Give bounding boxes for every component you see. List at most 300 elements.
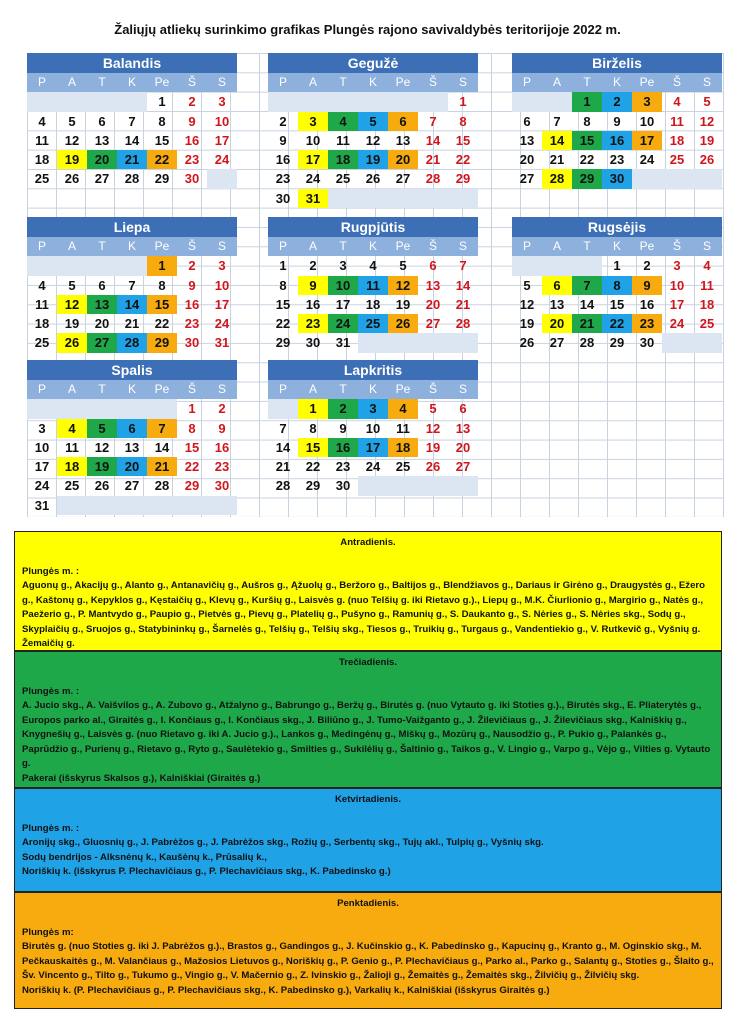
section-subheading: Plungės m. :: [22, 822, 80, 834]
day-cell: 4: [38, 113, 46, 129]
weekday-label: S: [448, 380, 478, 399]
weekday-label: S: [692, 237, 722, 256]
day-cell: 19: [64, 316, 80, 332]
week-row: [268, 314, 478, 333]
empty-day-cell: [358, 476, 388, 495]
empty-day-cell: [87, 256, 117, 275]
day-cell: 17: [669, 296, 685, 312]
month-name: Gegužė: [268, 53, 478, 73]
weekday-header: [268, 380, 478, 399]
day-cell: 16: [305, 296, 321, 312]
day-cell: 1: [613, 258, 621, 274]
day-cell: 21: [124, 316, 140, 332]
day-cell: 28: [425, 171, 441, 187]
empty-day-cell: [662, 169, 692, 188]
day-cell: 12: [425, 420, 441, 436]
day-cell: 28: [542, 169, 572, 188]
day-cell: 26: [94, 478, 110, 494]
day-cell: 18: [669, 132, 685, 148]
day-cell: 22: [579, 152, 595, 168]
day-cell: 9: [632, 276, 662, 295]
week-row: [268, 169, 478, 188]
day-cell: 25: [358, 314, 388, 333]
day-cell: 10: [669, 277, 685, 293]
day-cell: 4: [369, 258, 377, 274]
day-cell: 5: [703, 94, 711, 110]
month-calendar: [268, 360, 478, 496]
weekday-label: T: [87, 380, 117, 399]
weekday-label: P: [512, 73, 542, 92]
weekday-label: K: [358, 73, 388, 92]
weekday-label: A: [542, 73, 572, 92]
day-cell: 13: [124, 439, 140, 455]
day-cell: 4: [57, 419, 87, 438]
day-cell: 24: [639, 152, 655, 168]
weekday-label: K: [117, 380, 147, 399]
empty-day-cell: [542, 92, 572, 111]
weekday-label: S: [207, 380, 237, 399]
weekday-label: A: [298, 73, 328, 92]
week-row: [268, 189, 478, 208]
day-cell: 3: [218, 94, 226, 110]
day-cell: 11: [670, 113, 684, 129]
day-cell: 8: [309, 420, 317, 436]
day-cell: 7: [459, 258, 467, 274]
weekday-label: Š: [418, 73, 448, 92]
week-row: [268, 438, 478, 457]
empty-day-cell: [388, 333, 418, 352]
weekday-label: P: [27, 237, 57, 256]
day-cell: 7: [553, 113, 561, 129]
week-row: [268, 131, 478, 150]
weekday-label: A: [542, 237, 572, 256]
month-name: Rugsėjis: [512, 217, 722, 237]
week-row: [512, 276, 722, 295]
day-cell: 23: [184, 152, 200, 168]
day-cell: 29: [147, 333, 177, 352]
day-cell: 19: [87, 457, 117, 476]
day-cell: 18: [34, 152, 50, 168]
month-name: Balandis: [27, 53, 237, 73]
section-subheading: Plungės m. :: [22, 685, 80, 697]
day-cell: 12: [365, 132, 381, 148]
day-cell: 15: [275, 296, 291, 312]
weekday-header: [27, 380, 237, 399]
day-cell: 11: [35, 132, 49, 148]
day-cell: 24: [305, 171, 321, 187]
day-cell: 27: [549, 335, 565, 351]
day-cell: 31: [34, 497, 50, 513]
wednesday-section: [14, 651, 722, 788]
day-cell: 22: [305, 459, 321, 475]
day-cell: 13: [395, 132, 411, 148]
day-cell: 2: [643, 258, 651, 274]
day-cell: 9: [188, 277, 196, 293]
day-cell: 4: [388, 399, 418, 418]
week-row: [268, 399, 478, 418]
weekday-label: Š: [418, 380, 448, 399]
day-cell: 3: [358, 399, 388, 418]
day-cell: 29: [184, 478, 200, 494]
day-cell: 8: [188, 420, 196, 436]
week-row: [27, 295, 237, 314]
empty-day-cell: [512, 256, 542, 275]
day-cell: 2: [188, 258, 196, 274]
week-row: [268, 457, 478, 476]
day-cell: 21: [147, 457, 177, 476]
day-cell: 20: [455, 439, 471, 455]
month-name: Liepa: [27, 217, 237, 237]
day-cell: 9: [218, 420, 226, 436]
section-heading: Penktadienis.: [337, 898, 399, 909]
day-cell: 22: [455, 152, 471, 168]
month-name: Lapkritis: [268, 360, 478, 380]
week-row: [27, 256, 237, 275]
day-cell: 25: [699, 316, 715, 332]
day-cell: 5: [429, 401, 437, 417]
weekday-header: [27, 73, 237, 92]
day-cell: 20: [519, 152, 535, 168]
day-cell: 15: [147, 295, 177, 314]
day-cell: 22: [275, 316, 291, 332]
day-cell: 30: [335, 478, 351, 494]
day-cell: 5: [68, 113, 76, 129]
page-title: Žaliųjų atliekų surinkimo grafikas Plungės rajono savivaldybės teritorijoje 2022 m.: [114, 22, 621, 37]
day-cell: 4: [673, 94, 681, 110]
day-cell: 14: [124, 132, 140, 148]
weekday-label: Š: [662, 237, 692, 256]
day-cell: 12: [388, 276, 418, 295]
day-cell: 24: [365, 459, 381, 475]
street-list: A. Jucio skg., A. Vaišvilos g., A. Zubovo g., Atžalyno g., Babrungo g., Beržų g., Birutės g. (nuo Vytauto g. iki Stoties g.)., Birutės skg., E. Pliaterytės g., Europos parko al., Giraitės g., I. Končiaus g., I. Končiaus skg., J. Biliūno g., J. Tumo-Vaižganto g., J. Žilevičiaus g., J. Žilevičiaus skg., Kalniškių g., Knygnešių g., Laisvės g. (nuo Rietavo g. iki A. Jucio g.)., Lankos g., Medingėnų g., Miškų g., Mozūrų g., Nausodžio g., P. Pukio g., Palankės g., Paprūdžio g., Purienų g., Rietavo g., Ryto g., Saulėtekio g., Smilties g., Sukilėlių g., Šaltinio g., Taikos g., V. Lingio g., Varpo g., Vėjo g., Vilties g. Vytauto g.: [22, 700, 711, 769]
day-cell: 27: [519, 171, 535, 187]
day-cell: 12: [64, 132, 80, 148]
day-cell: 16: [328, 438, 358, 457]
day-cell: 9: [188, 113, 196, 129]
day-cell: 20: [388, 150, 418, 169]
day-cell: 3: [298, 112, 328, 131]
empty-day-cell: [358, 92, 388, 111]
empty-day-cell: [268, 399, 298, 418]
week-row: [268, 419, 478, 438]
day-cell: 4: [328, 112, 358, 131]
village-list: Sodų bendrijos - Alksnėnų k., Kaušėnų k., Prūsalių k.,: [22, 851, 267, 863]
day-cell: 18: [388, 438, 418, 457]
day-cell: 23: [298, 314, 328, 333]
day-cell: 18: [328, 150, 358, 169]
day-cell: 11: [35, 296, 49, 312]
empty-day-cell: [298, 92, 328, 111]
day-cell: 24: [328, 314, 358, 333]
section-subheading: Plungės m:: [22, 926, 74, 938]
day-cell: 5: [523, 277, 531, 293]
week-row: [512, 131, 722, 150]
day-cell: 28: [455, 316, 471, 332]
day-cell: 5: [87, 419, 117, 438]
month-calendar: [512, 217, 722, 353]
day-cell: 25: [335, 171, 351, 187]
week-row: [268, 276, 478, 295]
week-row: [27, 496, 237, 515]
week-row: [268, 333, 478, 352]
empty-day-cell: [27, 256, 57, 275]
week-row: [268, 476, 478, 495]
day-cell: 22: [602, 314, 632, 333]
day-cell: 17: [298, 150, 328, 169]
empty-day-cell: [117, 256, 147, 275]
day-cell: 21: [572, 314, 602, 333]
day-cell: 26: [57, 333, 87, 352]
week-row: [27, 333, 237, 352]
week-row: [268, 92, 478, 111]
day-cell: 11: [358, 276, 388, 295]
day-cell: 23: [184, 316, 200, 332]
day-cell: 30: [214, 478, 230, 494]
day-cell: 16: [639, 296, 655, 312]
day-cell: 30: [275, 190, 291, 206]
day-cell: 18: [699, 296, 715, 312]
day-cell: 2: [188, 94, 196, 110]
day-cell: 7: [279, 420, 287, 436]
weekday-label: K: [117, 73, 147, 92]
day-cell: 21: [275, 459, 291, 475]
day-cell: 21: [549, 152, 565, 168]
day-cell: 29: [275, 335, 291, 351]
day-cell: 26: [519, 335, 535, 351]
day-cell: 2: [309, 258, 317, 274]
weekday-label: A: [57, 237, 87, 256]
day-cell: 28: [275, 478, 291, 494]
empty-day-cell: [57, 92, 87, 111]
day-cell: 12: [699, 113, 715, 129]
day-cell: 7: [572, 276, 602, 295]
day-cell: 1: [459, 94, 467, 110]
street-list: Aguonų g., Akacijų g., Alanto g., Antanavičių g., Aušros g., Ąžuolų g., Beržoro g., Baltijos g., Blendžiavos g., Dariaus ir Girėno g., Draugystės g., Ežero g., Kaštonų g., Kepyklos g., Kęstaičių g., Klevų g., Kuršių g., Laisvės g. (nuo Telšių g. iki Rietavo g.)., Liepų g., M.K. Čiurlionio g., Margirio g., Natės g., Paežerio g., P. Mantvydo g., Paupio g., Pietvės g., Pievų g., Platelių g., Pušyno g., Ramunių g., S. Daukanto g., S. Nėries g., S. Nėries skg., Sodų g., Skyplaičių g., Sruojos g., Statybininkų g., Šarnelės g., Telšių g., Telšių skg., Tiesos g., Truikių g., Turgaus g., Vandentiekio g., V. Rutkevič g., Vyšnių g. Žemaičių g.: [22, 580, 706, 649]
weekday-header: [268, 237, 478, 256]
day-cell: 26: [365, 171, 381, 187]
day-cell: 13: [549, 296, 565, 312]
weekday-label: A: [57, 73, 87, 92]
empty-day-cell: [117, 496, 147, 515]
day-cell: 1: [279, 258, 287, 274]
day-cell: 20: [425, 296, 441, 312]
day-cell: 27: [124, 478, 140, 494]
day-cell: 15: [184, 439, 200, 455]
day-cell: 6: [98, 277, 106, 293]
day-cell: 9: [339, 420, 347, 436]
empty-day-cell: [268, 92, 298, 111]
day-cell: 10: [639, 113, 655, 129]
section-heading: Ketvirtadienis.: [334, 794, 402, 805]
month-calendar: [268, 217, 478, 353]
week-row: [27, 438, 237, 457]
weekday-label: Š: [418, 237, 448, 256]
day-cell: 15: [455, 132, 471, 148]
day-cell: 11: [700, 277, 714, 293]
weekday-label: Pe: [147, 73, 177, 92]
empty-day-cell: [448, 333, 478, 352]
street-list: Birutės g. (nuo Stoties g. iki J. Pabrėžos g.)., Brastos g., Gandingos g., J. Kučinskio g., K. Pabedinsko g., Kapucinų g., Kranto g., M. Oginskio skg., M. Pečkauskaitės g., M. Valančiaus g., Mažosios Lietuvos g., Noriškių g., P. Genio g., P. Plechavičiaus g., Parko al., Parko g., Salantų g., Stoties g., Šlaito g., Šv. Vincento g., Tilto g., Tukumo g., Vingio g., V. Mačernio g., Z. Ivinskio g., Žalioji g., Žemaitės g., Žemaitės skg., Žilvičių g., Žilvičių skg.: [22, 941, 714, 981]
day-cell: 3: [339, 258, 347, 274]
weekday-label: Pe: [632, 237, 662, 256]
day-cell: 16: [602, 131, 632, 150]
day-cell: 10: [214, 277, 230, 293]
empty-day-cell: [87, 496, 117, 515]
day-cell: 3: [632, 92, 662, 111]
day-cell: 24: [214, 316, 230, 332]
weekday-label: Pe: [632, 73, 662, 92]
day-cell: 22: [184, 459, 200, 475]
week-row: [27, 112, 237, 131]
day-cell: 13: [87, 295, 117, 314]
day-cell: 25: [64, 478, 80, 494]
weekday-label: S: [207, 237, 237, 256]
day-cell: 28: [579, 335, 595, 351]
empty-day-cell: [57, 399, 87, 418]
street-list: Aronijų skg., Gluosnių g., J. Pabrėžos g., J. Pabrėžos skg., Rožių g., Serbentų skg., Tujų akl., Tulpių g., Vyšnių skg.: [22, 837, 544, 848]
empty-day-cell: [388, 92, 418, 111]
empty-day-cell: [57, 256, 87, 275]
day-cell: 20: [542, 314, 572, 333]
day-cell: 30: [184, 335, 200, 351]
day-cell: 7: [429, 113, 437, 129]
day-cell: 31: [298, 189, 328, 208]
week-row: [512, 92, 722, 111]
day-cell: 8: [583, 113, 591, 129]
week-row: [27, 131, 237, 150]
weekday-label: Š: [177, 73, 207, 92]
day-cell: 2: [279, 113, 287, 129]
day-cell: 17: [214, 132, 230, 148]
weekday-label: P: [268, 73, 298, 92]
empty-day-cell: [542, 256, 572, 275]
day-cell: 23: [632, 314, 662, 333]
day-cell: 18: [57, 457, 87, 476]
day-cell: 19: [699, 132, 715, 148]
day-cell: 6: [429, 258, 437, 274]
week-row: [268, 295, 478, 314]
weekday-label: T: [572, 237, 602, 256]
day-cell: 28: [154, 478, 170, 494]
day-cell: 24: [214, 152, 230, 168]
day-cell: 14: [425, 132, 441, 148]
day-cell: 29: [609, 335, 625, 351]
day-cell: 13: [425, 277, 441, 293]
day-cell: 30: [639, 335, 655, 351]
day-cell: 3: [673, 258, 681, 274]
day-cell: 8: [459, 113, 467, 129]
month-name: Spalis: [27, 360, 237, 380]
day-cell: 7: [147, 419, 177, 438]
day-cell: 27: [455, 459, 471, 475]
day-cell: 19: [358, 150, 388, 169]
empty-day-cell: [418, 189, 448, 208]
day-cell: 13: [519, 132, 535, 148]
day-cell: 26: [699, 152, 715, 168]
tuesday-section: [14, 531, 722, 651]
week-row: [268, 150, 478, 169]
day-cell: 26: [388, 314, 418, 333]
weekday-label: A: [298, 237, 328, 256]
day-cell: 6: [388, 112, 418, 131]
weekday-label: Pe: [388, 73, 418, 92]
village-list: Noriškių k. (P. Plechavičiaus g., P. Plechavičiaus skg., K. Pabedinsko g.), Varkalių k., Kalniškiai (išskyrus Giraitės g.): [22, 984, 550, 996]
weekday-header: [268, 73, 478, 92]
month-calendar: [27, 53, 237, 189]
day-cell: 13: [94, 132, 110, 148]
weekday-header: [512, 73, 722, 92]
week-row: [27, 150, 237, 169]
day-cell: 14: [542, 131, 572, 150]
weekday-label: P: [268, 237, 298, 256]
day-cell: 1: [572, 92, 602, 111]
empty-day-cell: [207, 169, 237, 188]
empty-day-cell: [512, 92, 542, 111]
day-cell: 10: [328, 276, 358, 295]
day-cell: 11: [65, 439, 79, 455]
weekday-label: T: [328, 237, 358, 256]
weekday-label: T: [572, 73, 602, 92]
day-cell: 19: [425, 439, 441, 455]
day-cell: 15: [298, 438, 328, 457]
day-cell: 25: [669, 152, 685, 168]
empty-day-cell: [27, 92, 57, 111]
week-row: [268, 256, 478, 275]
empty-day-cell: [388, 189, 418, 208]
village-list: Pakerai (išskyrus Skalsos g.), Kalniškiai (Giraitės g.): [22, 772, 261, 784]
day-cell: 17: [358, 438, 388, 457]
day-cell: 9: [298, 276, 328, 295]
day-cell: 24: [669, 316, 685, 332]
weekday-label: K: [602, 237, 632, 256]
day-cell: 8: [158, 113, 166, 129]
empty-day-cell: [358, 333, 388, 352]
day-cell: 17: [335, 296, 351, 312]
month-calendar: [27, 360, 237, 515]
month-name: Rugpjūtis: [268, 217, 478, 237]
day-cell: 19: [57, 150, 87, 169]
village-list: Noriškių k. (išskyrus P. Plechavičiaus g., P. Plechavičiaus skg., K. Pabedinsko g.): [22, 866, 391, 877]
week-row: [27, 92, 237, 111]
day-cell: 21: [425, 152, 441, 168]
weekday-label: A: [298, 380, 328, 399]
day-cell: 8: [279, 277, 287, 293]
weekday-header: [512, 237, 722, 256]
day-cell: 8: [158, 277, 166, 293]
day-cell: 15: [609, 296, 625, 312]
weekday-label: K: [358, 237, 388, 256]
day-cell: 6: [542, 276, 572, 295]
day-cell: 29: [572, 169, 602, 188]
day-cell: 19: [519, 316, 535, 332]
weekday-label: K: [117, 237, 147, 256]
day-cell: 21: [455, 296, 471, 312]
week-row: [27, 276, 237, 295]
day-cell: 2: [602, 92, 632, 111]
day-cell: 30: [184, 171, 200, 187]
day-cell: 21: [117, 150, 147, 169]
month-name: Birželis: [512, 53, 722, 73]
day-cell: 14: [275, 439, 291, 455]
day-cell: 25: [34, 335, 50, 351]
day-cell: 29: [154, 171, 170, 187]
day-cell: 22: [147, 150, 177, 169]
day-cell: 17: [34, 459, 50, 475]
day-cell: 20: [87, 150, 117, 169]
day-cell: 2: [218, 401, 226, 417]
empty-day-cell: [448, 189, 478, 208]
day-cell: 28: [124, 171, 140, 187]
